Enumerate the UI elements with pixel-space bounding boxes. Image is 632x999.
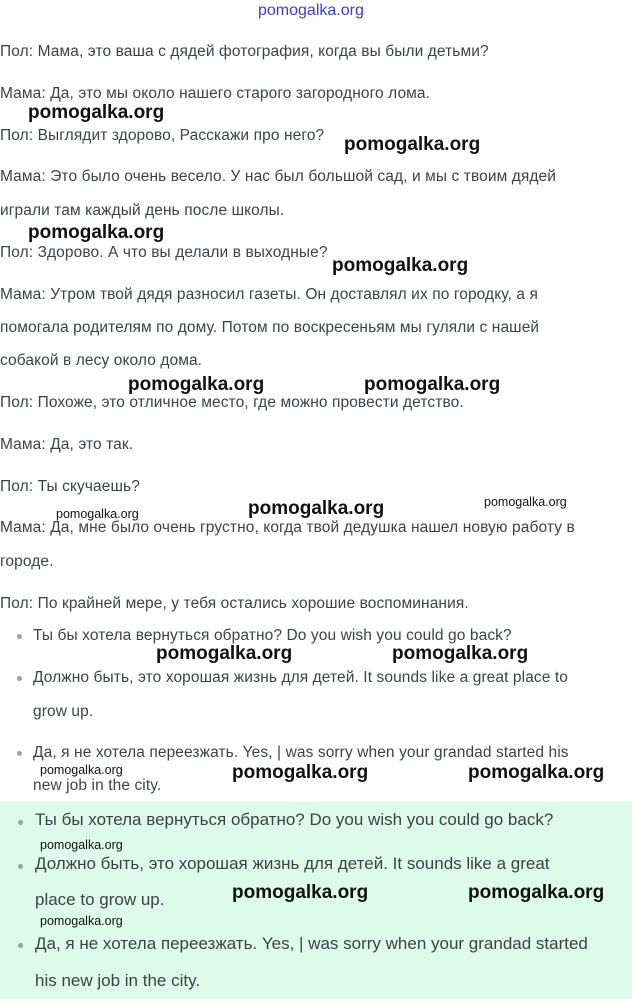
bullet-icon	[18, 820, 23, 825]
watermark: pomogalka.org	[40, 763, 123, 777]
watermark: pomogalka.org	[40, 914, 123, 928]
watermark: pomogalka.org	[28, 222, 165, 243]
dialogue-line: Пол: Мама, это ваша с дядей фотография, когда вы были детьми?	[0, 43, 489, 60]
watermark: pomogalka.org	[40, 838, 123, 852]
dialogue-line: Мама: Утром твой дядя разносил газеты. Он доставлял их по городку, а я	[0, 286, 538, 303]
watermark-top: pomogalka.org	[258, 2, 364, 19]
dialogue-line: Пол: Ты скучаешь?	[0, 478, 140, 495]
watermark: pomogalka.org	[156, 643, 293, 664]
watermark: pomogalka.org	[468, 762, 605, 783]
bullet-icon	[17, 676, 22, 681]
watermark: pomogalka.org	[232, 762, 369, 783]
bullet-icon	[17, 634, 22, 639]
watermark: pomogalka.org	[248, 498, 385, 519]
watermark: pomogalka.org	[484, 495, 567, 509]
watermark: pomogalka.org	[392, 643, 529, 664]
watermark: pomogalka.org	[468, 882, 605, 903]
dialogue-line: помогала родителям по дому. Потом по воскресеньям мы гуляли с нашей	[0, 319, 540, 336]
dialogue-line: Мама: Да, это так.	[0, 436, 134, 453]
bullet-icon	[18, 943, 23, 948]
watermark: pomogalka.org	[28, 102, 165, 123]
highlighted-answer-line: Да, я не хотела переезжать. Yes, | was sorry when your grandad started	[35, 934, 588, 953]
dialogue-line: Мама: Это было очень весело. У нас был большой сад, и мы с твоим дядей	[0, 168, 557, 185]
dialogue-line: городе.	[0, 553, 54, 570]
answer-line: new job in the city.	[33, 777, 162, 794]
dialogue-line: Пол: Похоже, это отличное место, где можно провести детство.	[0, 394, 464, 411]
dialogue-line: собакой в лесу около дома.	[0, 352, 203, 369]
answer-line: Ты бы хотела вернуться обратно? Do you wish you could go back?	[33, 627, 512, 644]
watermark: pomogalka.org	[332, 255, 469, 276]
highlighted-answer-line: Ты бы хотела вернуться обратно? Do you wish you could go back?	[35, 810, 554, 829]
highlighted-answer-line: Должно быть, это хорошая жизнь для детей. It sounds like a great	[35, 854, 550, 873]
answer-line: grow up.	[33, 703, 94, 720]
dialogue-line: играли там каждый день после школы.	[0, 202, 285, 219]
bullet-icon	[17, 751, 22, 756]
bullet-icon	[18, 864, 23, 869]
watermark: pomogalka.org	[128, 374, 265, 395]
highlighted-answer-line: his new job in the city.	[35, 971, 201, 990]
watermark: pomogalka.org	[56, 507, 139, 521]
watermark: pomogalka.org	[344, 134, 481, 155]
watermark: pomogalka.org	[232, 882, 369, 903]
highlighted-answer-line: place to grow up.	[35, 890, 165, 909]
watermark: pomogalka.org	[364, 374, 501, 395]
dialogue-line: Мама: Да, это мы около нашего старого загородного лома.	[0, 85, 431, 102]
dialogue-line: Пол: Здорово. А что вы делали в выходные?	[0, 244, 328, 261]
dialogue-line: Пол: По крайней мере, у тебя остались хорошие воспоминания.	[0, 595, 469, 612]
answer-line: Да, я не хотела переезжать. Yes, | was sorry when your grandad started his	[33, 744, 569, 761]
dialogue-line: Пол: Выглядит здорово, Расскажи про него?	[0, 127, 325, 144]
dialogue-line: Мама: Да, мне было очень грустно, когда твой дедушка нашел новую работу в	[0, 519, 575, 536]
answer-line: Должно быть, это хорошая жизнь для детей. It sounds like a great place to	[33, 669, 569, 686]
